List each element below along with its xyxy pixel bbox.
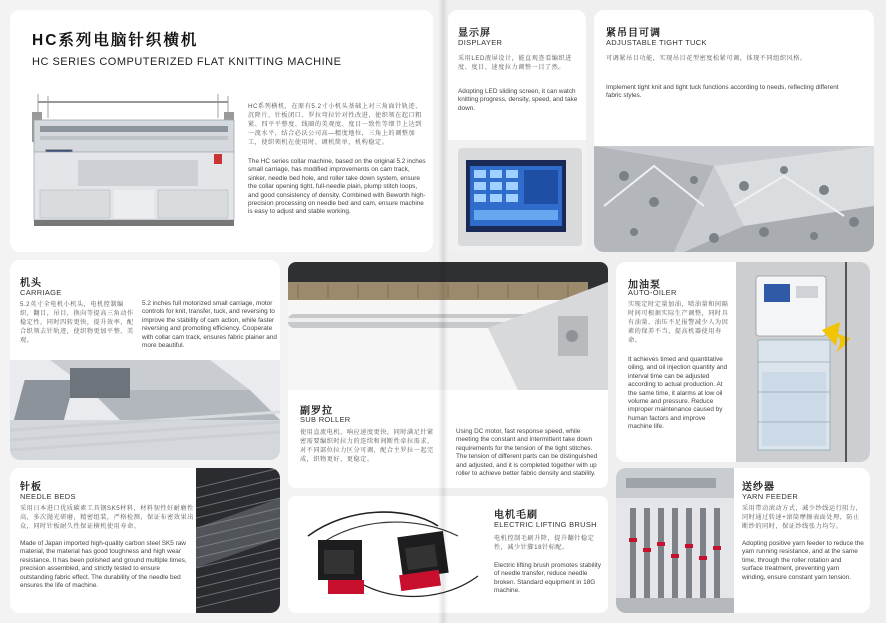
displayer-desc-cn: 采用LED液屏设计，能直观查看编织进度、度目、速度拉力调整一目了然。	[458, 55, 572, 71]
auto-oiler-title-en: AUTO-OILER	[628, 288, 677, 297]
tight-tuck-desc-cn: 可调紧吊目功能，实现吊目花型密度松紧可调，体现不同组织风格。	[606, 55, 807, 62]
sub-roller-image	[288, 262, 608, 390]
auto-oiler-desc-en: It achieves timed and quantitative oiling, and oil injection quantity and interval time can be adjusted according to actual production. At the same time, it alarms at low oil volume and pressure. Reduce improper maintenance caused by human factors and improve machine life.	[628, 356, 728, 431]
yarn-feeder-title-cn: 送纱器	[742, 482, 775, 493]
yarn-feeder-image	[616, 468, 734, 613]
displayer-card	[448, 10, 586, 252]
lifting-brush-card	[288, 496, 608, 613]
needle-beds-desc-cn: 采用日本进口优质碳素工具钢SK5材料，材料韧性好耐磨性高，多次抛光研磨，精密组装，严格检测，保证布密效果出众，同时针板耐久性保证横机使用寿命。	[20, 505, 194, 530]
hc-desc-cn: HC系列横机，在原有5.2寸小机头基础上对三角面针轨迹、沉降片、针板闭口、罗拉弯拉针对性改进，使织领在起口粗紧、四平平整度、线圈的美观度、度目一致性等细节上达到一流水平，结合必沃公司高—精度地位，三角上的调整加工，使织领机在使用时，调机简单，机构稳定。	[248, 103, 422, 146]
carriage-desc-cn: 5.2英寸全电机小机头，电机控制编织，翻目，吊目，换向等提高三角动作稳定性，同时四转更快，提升效率，配合织领去针轨迹，使织物更加平整、美观。	[20, 301, 134, 344]
main-title-cn: HC系列电脑针织横机	[32, 32, 199, 49]
needle-beds-desc-en: Made of Japan imported high-quality carbon steel SK5 raw material, the material has good toughness and high wear resistance. It has been polished and ground multiple times, precision assembled, and strictly tested to ensure outstanding fabric effect. The durability of the needle bed ensures the life of machine.	[20, 540, 187, 590]
lifting-brush-desc-en: Electric lifting brush promotes stability of needle transfer, reduce needle broken. Standard equipment in 18G machine.	[494, 562, 601, 595]
yarn-feeder-title-en: YARN FEEDER	[742, 492, 799, 501]
auto-oiler-desc-cn: 实现定时定量加油，喷油量和间隔时间可根据实际生产调整，同时具有油量、油压不足报警减少人为因素的保养不当，提高机器使用寿命。	[628, 301, 729, 344]
displayer-title-cn: 显示屏	[458, 28, 491, 39]
yarn-feeder-card	[616, 468, 870, 613]
needle-beds-title-en: NEEDLE BEDS	[20, 492, 76, 501]
lifting-brush-image	[288, 496, 484, 613]
lifting-brush-title-cn: 电机毛刷	[494, 510, 538, 521]
carriage-card	[10, 260, 280, 460]
displayer-title-en: DISPLAYER	[458, 38, 503, 47]
carriage-desc-en: 5.2 inches full motorized small carriage, motor controls for knit, transfer, tuck, and reversing to improve the stability of cam action, while faster reversing and promoting efficiency. Cooperate with collar cam track, ensures fabric plainer and more beautiful.	[142, 300, 277, 350]
tight-tuck-title-cn: 紧吊目可调	[606, 28, 661, 39]
hc-desc-en: The HC series collar machine, based on the original 5.2 inches small carriage, has modified improvements on cam track, sinker, needle bed hole, and roller take down system, ensure the collar opening tight, full-needle plain, plump stitch loops, and good consistency of density. Combined with Beworth high-precision processing on needle bed and cam, ensure machine is easy to adjust and stable working.	[248, 158, 426, 216]
cam-plate-image	[594, 146, 874, 252]
carriage-image	[10, 360, 280, 460]
center-fold	[438, 0, 448, 623]
tight-tuck-card	[594, 10, 874, 252]
yarn-feeder-desc-cn: 采用带动滚动方式，减少纱线运行阻力，同时通过转速+滚筒摩擦表面处理，防止断纱的同时，保证纱线张力均匀。	[742, 505, 863, 530]
display-screen-image	[448, 140, 586, 252]
sub-roller-title-cn: 副罗拉	[300, 406, 333, 417]
carriage-title-cn: 机头	[20, 278, 42, 289]
needle-beds-title-cn: 针板	[20, 482, 42, 493]
collar-machine-image	[18, 90, 250, 230]
lifting-brush-desc-cn: 电机控制毛刷升降，提升翻针稳定性，减少针脚18针标配。	[494, 535, 595, 551]
needle-bed-image	[196, 468, 280, 613]
hc-series-card	[10, 10, 433, 252]
auto-oiler-title-cn: 加油泵	[628, 280, 661, 291]
tight-tuck-title-en: ADJUSTABLE TIGHT TUCK	[606, 38, 707, 47]
displayer-desc-en: Adopting LED sliding screen, it can watch knitting progress, density, speed, and take down.	[458, 88, 578, 112]
main-title-en: HC SERIES COMPUTERIZED FLAT KNITTING MACHINE	[32, 56, 342, 68]
carriage-title-en: CARRIAGE	[20, 288, 62, 297]
oil-pump-image	[736, 262, 870, 462]
needle-beds-card	[10, 468, 280, 613]
sub-roller-desc-en: Using DC motor, fast response speed, while meeting the constant and intermittent take down requirements for the tension of the tight stitches. The tension of different parts can be distinguished and adjusted, and it is completed together with up roller to achieve better fabric density and stability.	[456, 428, 598, 478]
auto-oiler-card	[616, 262, 870, 462]
lifting-brush-title-en: ELECTRIC LIFTING BRUSH	[494, 520, 597, 529]
tight-tuck-desc-en: Implement tight knit and tight tuck functions according to needs, reflecting different fabric styles.	[606, 84, 839, 100]
sub-roller-card	[288, 262, 608, 488]
sub-roller-desc-cn: 使用直流电机，响应速度更快，同时满足针紧密需要编织时拉力的连续和间断性牵拉需求，对不同部位拉力区分可调，配合主罗拉一起完成，织物更好，更稳定。	[300, 429, 434, 463]
sub-roller-title-en: SUB ROLLER	[300, 415, 351, 424]
yarn-feeder-desc-en: Adopting positive yarn feeder to reduce the yarn running resistance, and at the same time, through the roller rotation and surface treatment, preventing yarn winding, ensure constant yarn tension.	[742, 540, 864, 581]
